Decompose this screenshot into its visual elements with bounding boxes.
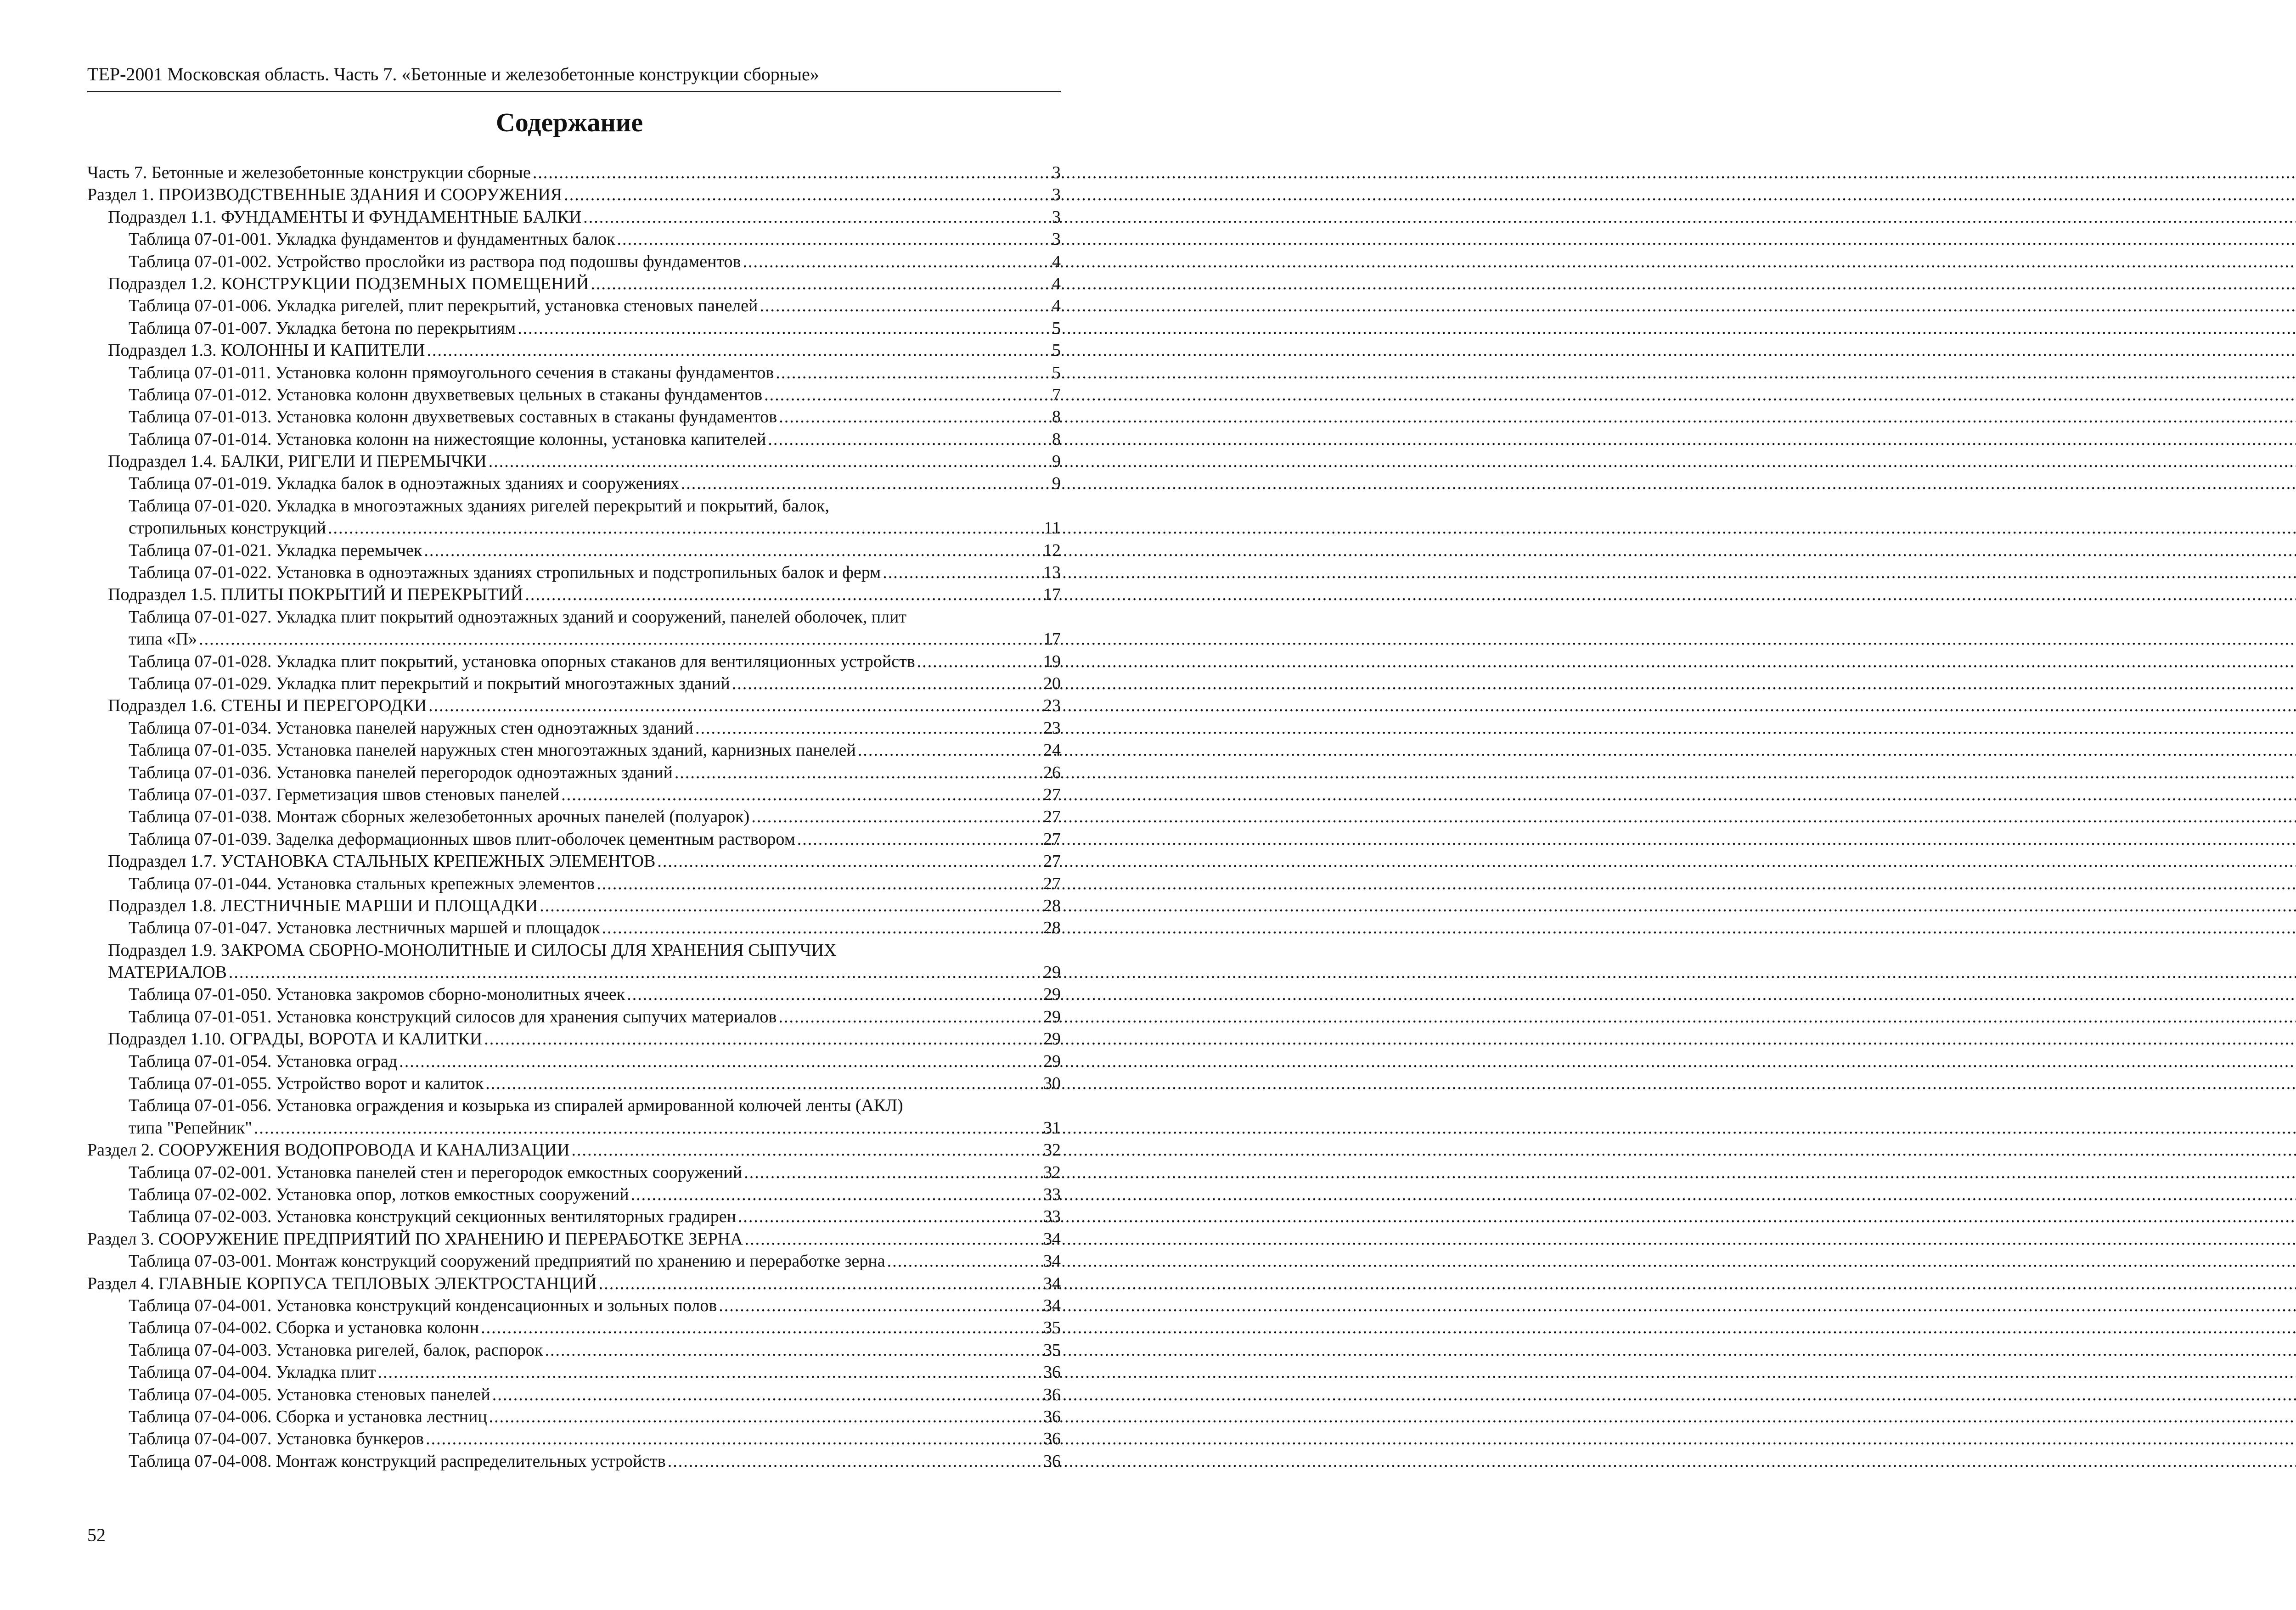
toc-entry[interactable] [87,895,1061,917]
toc-entry-title: Таблица 07-04-006. Сборка и установка лестниц [129,1407,487,1426]
toc-entry-page: 36 [1043,1451,1061,1471]
dot-leader [328,517,1042,539]
dot-leader [199,628,1041,650]
dot-leader [599,1273,1041,1295]
toc-entry-page: 29 [1043,985,1061,1004]
toc-entry-page: 26 [1043,763,1061,782]
toc-entry[interactable] [87,606,1061,651]
toc-entry-page: 34 [1043,1273,1061,1293]
dot-leader [768,428,1050,450]
dot-leader [719,1295,1041,1317]
toc-entry-page: 11 [1044,518,1061,538]
toc-entry-page: 36 [1043,1407,1061,1426]
toc-entry[interactable] [87,1228,1061,1250]
toc-entry-title: Подраздел 1.5. ПЛИТЫ ПОКРЫТИЙ И ПЕРЕКРЫТИЙ [108,585,523,605]
dot-leader [525,583,1041,606]
toc-entry[interactable] [87,917,1061,939]
toc-entry[interactable] [87,273,1061,295]
toc-entry-title: Таблица 07-04-003. Установка ригелей, балок, распорок [129,1340,543,1360]
toc-entry-title: Подраздел 1.2. КОНСТРУКЦИИ ПОДЗЕМНЫХ ПОМЕЩЕНИЙ [108,274,589,293]
toc-entry-page: 33 [1043,1185,1061,1205]
dot-leader [695,717,1041,739]
toc-entry[interactable] [87,695,1061,717]
toc-entry-page: 28 [1043,896,1061,915]
toc-entry[interactable] [87,472,1061,494]
toc-entry-page: 20 [1043,674,1061,693]
toc-entry[interactable] [87,251,1061,273]
toc-entry-page: 31 [1043,1118,1061,1138]
toc-entry-page: 29 [1043,1007,1061,1027]
dot-leader [631,1184,1041,1206]
page-title: Содержание [495,107,643,137]
dot-leader [545,1339,1041,1361]
toc-entry-title: Таблица 07-01-037. Герметизация швов стеновых панелей [129,785,560,804]
toc-entry-title: Подраздел 1.8. ЛЕСТНИЧНЫЕ МАРШИ И ПЛОЩАДКИ [108,896,538,915]
toc-entry-page: 27 [1043,874,1061,893]
toc-entry-page: 32 [1043,1162,1061,1182]
toc-entry-page: 17 [1043,585,1061,605]
toc-entry-title: Таблица 07-04-002. Сборка и установка колонн [129,1318,479,1338]
toc-entry[interactable] [87,784,1061,806]
toc-entry-title: Подраздел 1.1. ФУНДАМЕНТЫ И ФУНДАМЕНТНЫЕ БАЛКИ [108,207,582,227]
dot-leader [668,1450,1041,1472]
dot-leader [760,295,1050,317]
toc-entry-page: 23 [1043,718,1061,738]
toc-entry[interactable] [87,1050,1061,1072]
toc-entry-title: Подраздел 1.7. УСТАНОВКА СТАЛЬНЫХ КРЕПЕЖНЫХ ЭЛЕМЕНТОВ [108,852,656,871]
dot-leader [571,1139,1041,1161]
toc-entry-page: 27 [1043,829,1061,849]
dot-leader [484,1028,1041,1050]
dot-leader [776,362,1050,384]
toc-entry-title: Таблица 07-04-007. Установка бункеров [129,1429,424,1449]
dot-leader [428,695,1041,717]
toc-entry-page: 3 [1052,230,1061,249]
toc-entry[interactable] [87,1028,1061,1050]
toc-entry-page: 32 [1043,1140,1061,1160]
toc-entry-title: Таблица 07-01-006. Укладка ригелей, плит перекрытий, установка стеновых панелей [129,296,758,316]
toc-entry-title-continued: стропильных конструкций [129,518,326,538]
toc-entry-page: 34 [1043,1251,1061,1271]
toc-entry-page: 33 [1043,1207,1061,1227]
toc-entry[interactable] [87,1139,1061,1161]
toc-entry[interactable] [87,295,1061,317]
dot-leader [732,673,1041,695]
toc-entry-title: Таблица 07-01-035. Установка панелей наружных стен многоэтажных зданий, карнизных панелей [129,740,856,760]
dot-leader [887,1250,1041,1272]
toc-entry-page: 27 [1043,807,1061,827]
toc-entry[interactable] [87,162,1061,184]
toc-entry[interactable] [87,539,1061,561]
toc-entry-page: 24 [1043,740,1061,760]
toc-entry[interactable] [87,1339,1061,1361]
toc-entry-title: Таблица 07-01-036. Установка панелей перегородок одноэтажных зданий [129,763,673,782]
toc-entry[interactable] [87,561,1061,583]
toc-entry-title: Таблица 07-02-001. Установка панелей стен и перегородок емкостных сооружений [129,1162,743,1182]
toc-entry-title-continued: типа «П» [129,629,197,649]
toc-entry-page: 29 [1043,963,1061,982]
dot-leader [764,384,1050,406]
toc-entry-title: Таблица 07-01-014. Установка колонн на нижестоящие колонны, установка капителей [129,429,766,449]
toc-entry-title: Таблица 07-01-047. Установка лестничных маршей и площадок [129,918,600,938]
dot-leader [779,406,1050,428]
toc-entry-title: Таблица 07-01-020. Укладка в многоэтажных зданиях ригелей перекрытий и покрытий, балок, [129,496,829,516]
toc-entry-page: 36 [1043,1429,1061,1449]
toc-entry[interactable] [87,762,1061,784]
toc-entry[interactable] [87,739,1061,761]
toc-entry-page: 17 [1043,629,1061,649]
toc-entry-title: Таблица 07-04-005. Установка стеновых панелей [129,1385,490,1404]
running-header: ТЕР-2001 Московская область. Часть 7. «Бетонные и железобетонные конструкции сборные» [87,64,819,84]
toc-entry-page: 3 [1052,163,1061,182]
dot-leader [591,273,1050,295]
toc-entry-title: Таблица 07-01-001. Укладка фундаментов и фундаментных балок [129,230,615,249]
toc-entry[interactable] [87,806,1061,828]
toc-entry-title: Таблица 07-01-002. Устройство прослойки из раствора под подошвы фундаментов [129,252,741,271]
toc-entry-title: Раздел 2. СООРУЖЕНИЯ ВОДОПРОВОДА И КАНАЛИЗАЦИИ [87,1140,570,1160]
dot-leader [481,1317,1041,1339]
toc-entry[interactable] [87,1273,1061,1295]
toc-entry-title: Таблица 07-01-034. Установка панелей наружных стен одноэтажных зданий [129,718,694,738]
dot-leader [602,917,1041,939]
toc-entry-page: 34 [1043,1296,1061,1315]
dot-leader [427,339,1050,361]
toc-entry[interactable] [87,1450,1061,1472]
dot-leader [917,651,1041,673]
toc-entry-title: Часть 7. Бетонные и железобетонные конструкции сборные [87,163,531,182]
toc-entry-page: 19 [1043,651,1061,671]
toc-entry-title: Таблица 07-01-055. Устройство ворот и калиток [129,1074,484,1094]
toc-entry[interactable] [87,384,1061,406]
dot-leader [617,228,1050,250]
toc-entry[interactable] [87,651,1061,673]
dot-leader [492,1384,1041,1406]
toc-entry-title: Таблица 07-01-013. Установка колонн двухветвевых составных в стаканы фундаментов [129,407,777,427]
toc-entry-title: Подраздел 1.4. БАЛКИ, РИГЕЛИ И ПЕРЕМЫЧКИ [108,452,487,471]
dot-leader [378,1361,1041,1383]
toc-entry-title: Подраздел 1.6. СТЕНЫ И ПЕРЕГОРОДКИ [108,696,427,716]
dot-leader [564,184,1050,206]
toc-entry-title: Подраздел 1.9. ЗАКРОМА СБОРНО-МОНОЛИТНЫЕ И СИЛОСЫ ДЛЯ ХРАНЕНИЯ СЫПУЧИХ [108,940,837,960]
toc-entry-page: 5 [1052,341,1061,360]
toc-entry-page: 5 [1052,363,1061,382]
toc-entry-title: Таблица 07-02-002. Установка опор, лотков емкостных сооружений [129,1185,629,1205]
dot-leader [597,873,1041,895]
toc-entry-page: 9 [1052,452,1061,471]
toc-entry-title: Таблица 07-01-051. Установка конструкций силосов для хранения сыпучих материалов [129,1007,777,1027]
toc-entry[interactable] [87,317,1061,339]
toc-entry-page: 5 [1052,318,1061,338]
toc-entry[interactable] [87,1361,1061,1383]
toc-entry-title: Таблица 07-01-029. Укладка плит перекрытий и покрытий многоэтажных зданий [129,674,730,693]
toc-entry[interactable] [87,184,1061,206]
toc-entry[interactable] [87,1250,1061,1272]
toc-entry[interactable] [87,428,1061,450]
toc-entry-page: 29 [1043,1029,1061,1049]
toc-entry[interactable] [87,1072,1061,1094]
toc-entry-page: 8 [1052,429,1061,449]
dot-leader [745,1228,1041,1250]
toc-entry-title: Таблица 07-01-027. Укладка плит покрытий одноэтажных зданий и сооружений, панелей оболочек, плит [129,607,906,627]
toc-entry[interactable] [87,1161,1061,1184]
toc-entry-title: Таблица 07-03-001. Монтаж конструкций сооружений предприятий по хранению и переработке зерна [129,1251,885,1271]
dot-leader [424,539,1041,561]
dot-leader [254,1117,1041,1139]
toc-entry-title: Таблица 07-01-038. Монтаж сборных железобетонных арочных панелей (полуарок) [129,807,750,827]
toc-entry-title-continued: типа "Репейник" [129,1118,252,1138]
toc-entry-title: Подраздел 1.3. КОЛОННЫ И КАПИТЕЛИ [108,341,425,360]
toc-entry[interactable] [87,939,1061,984]
toc-entry-page: 29 [1043,1051,1061,1071]
dot-leader [738,1206,1041,1228]
toc-entry-title: Таблица 07-01-011. Установка колонн прямоугольного сечения в стаканы фундаментов [129,363,774,382]
toc-entry[interactable] [87,339,1061,361]
toc-entry-title: Таблица 07-01-039. Заделка деформационных швов плит-оболочек цементным раствором [129,829,795,849]
toc-entry-title: Таблица 07-01-022. Установка в одноэтажных зданиях стропильных и подстропильных балок и ферм [129,563,881,583]
dot-leader [743,251,1050,273]
toc-entry-title: Таблица 07-01-007. Укладка бетона по перекрытиям [129,318,516,338]
toc-entry-page: 35 [1043,1318,1061,1338]
dot-leader [518,317,1050,339]
table-of-contents [87,162,1061,1472]
toc-entry-title: Таблица 07-01-054. Установка оград [129,1051,398,1071]
toc-entry-page: 27 [1043,785,1061,804]
toc-entry-page: 34 [1043,1229,1061,1249]
dot-leader [675,762,1041,784]
dot-leader [426,1428,1041,1450]
toc-entry-page: 4 [1052,252,1061,271]
toc-entry[interactable] [87,1006,1061,1028]
toc-entry[interactable] [87,673,1061,695]
toc-entry[interactable] [87,1406,1061,1428]
toc-entry-title: Таблица 07-01-056. Установка ограждения и козырька из спиралей армированной колючей ленты (АКЛ) [129,1096,903,1116]
dot-leader [489,1406,1041,1428]
toc-entry[interactable] [87,828,1061,850]
toc-entry-page: 27 [1043,852,1061,871]
toc-entry-title: Раздел 4. ГЛАВНЫЕ КОРПУСА ТЕПЛОВЫХ ЭЛЕКТРОСТАНЦИЙ [87,1273,597,1293]
toc-entry-title: Таблица 07-04-004. Укладка плит [129,1363,376,1382]
toc-entry-title: Таблица 07-04-008. Монтаж конструкций распределительных устройств [129,1451,666,1471]
toc-entry[interactable] [87,1206,1061,1228]
toc-entry-page: 13 [1043,563,1061,583]
dot-leader [540,895,1041,917]
toc-entry-title: Таблица 07-01-044. Установка стальных крепежных элементов [129,874,595,893]
toc-entry-title: Таблица 07-01-019. Укладка балок в одноэтажных зданиях и сооружениях [129,474,679,494]
toc-entry-page: 35 [1043,1340,1061,1360]
toc-entry[interactable] [87,873,1061,895]
dot-leader [485,1072,1041,1094]
toc-entry-page: 8 [1052,407,1061,427]
toc-entry-page: 36 [1043,1385,1061,1404]
toc-entry[interactable] [87,450,1061,472]
toc-entry[interactable] [87,717,1061,739]
toc-entry[interactable] [87,984,1061,1006]
dot-leader [778,1006,1041,1028]
toc-entry-title: Таблица 07-01-021. Укладка перемычек [129,540,422,560]
dot-leader [399,1050,1041,1072]
toc-entry-page: 36 [1043,1363,1061,1382]
dot-leader [883,561,1041,583]
toc-entry-title: Таблица 07-01-028. Укладка плит покрытий, установка опорных стаканов для вентиляционных устройств [129,651,915,671]
toc-entry-page: 7 [1052,385,1061,404]
toc-entry[interactable] [87,495,1061,539]
toc-entry-page: 28 [1043,918,1061,938]
toc-entry-title: Таблица 07-01-012. Установка колонн двухветвевых цельных в стаканы фундаментов [129,385,763,404]
dot-leader [657,850,1041,872]
dot-leader [533,162,1050,184]
toc-entry-page: 9 [1052,474,1061,494]
toc-entry[interactable] [87,1384,1061,1406]
toc-entry[interactable] [87,1094,1061,1139]
toc-entry-title: Раздел 3. СООРУЖЕНИЕ ПРЕДПРИЯТИЙ ПО ХРАНЕНИЮ И ПЕРЕРАБОТКЕ ЗЕРНА [87,1229,743,1249]
dot-leader [681,472,1050,494]
dot-leader [627,983,1041,1005]
toc-entry-page: 4 [1052,274,1061,293]
header-rule [87,91,1061,92]
toc-entry-title-continued: МАТЕРИАЛОВ [108,963,227,982]
toc-entry-title: Подраздел 1.10. ОГРАДЫ, ВОРОТА И КАЛИТКИ [108,1029,483,1049]
dot-leader [229,961,1041,983]
toc-entry[interactable] [87,583,1061,606]
toc-entry-page: 4 [1052,296,1061,316]
toc-entry[interactable] [87,206,1061,228]
toc-entry-page: 23 [1043,696,1061,716]
dot-leader [489,450,1050,472]
toc-entry-title: Раздел 1. ПРОИЗВОДСТВЕННЫЕ ЗДАНИЯ И СООРУЖЕНИЯ [87,185,563,205]
toc-entry[interactable] [87,1428,1061,1450]
toc-entry-page: 12 [1043,540,1061,560]
toc-entry-page: 3 [1052,207,1061,227]
toc-entry[interactable] [87,1317,1061,1339]
toc-entry[interactable] [87,1184,1061,1206]
toc-entry-page: 30 [1043,1074,1061,1094]
dot-leader [744,1161,1041,1184]
toc-entry-title: Таблица 07-04-001. Установка конструкций конденсационных и зольных полов [129,1296,717,1315]
dot-leader [751,806,1041,828]
toc-entry-page: 3 [1052,185,1061,205]
toc-entry[interactable] [87,1295,1061,1317]
toc-entry-title: Таблица 07-01-050. Установка закромов сборно-монолитных ячеек [129,985,625,1004]
toc-entry[interactable] [87,406,1061,428]
toc-entry[interactable] [87,362,1061,384]
dot-leader [858,739,1041,761]
toc-entry-title: Таблица 07-02-003. Установка конструкций секционных вентиляторных градирен [129,1207,736,1227]
dot-leader [561,784,1041,806]
toc-entry[interactable] [87,228,1061,250]
dot-leader [583,206,1050,228]
toc-entry[interactable] [87,850,1061,872]
dot-leader [797,828,1041,850]
page-number: 52 [87,1525,106,1545]
